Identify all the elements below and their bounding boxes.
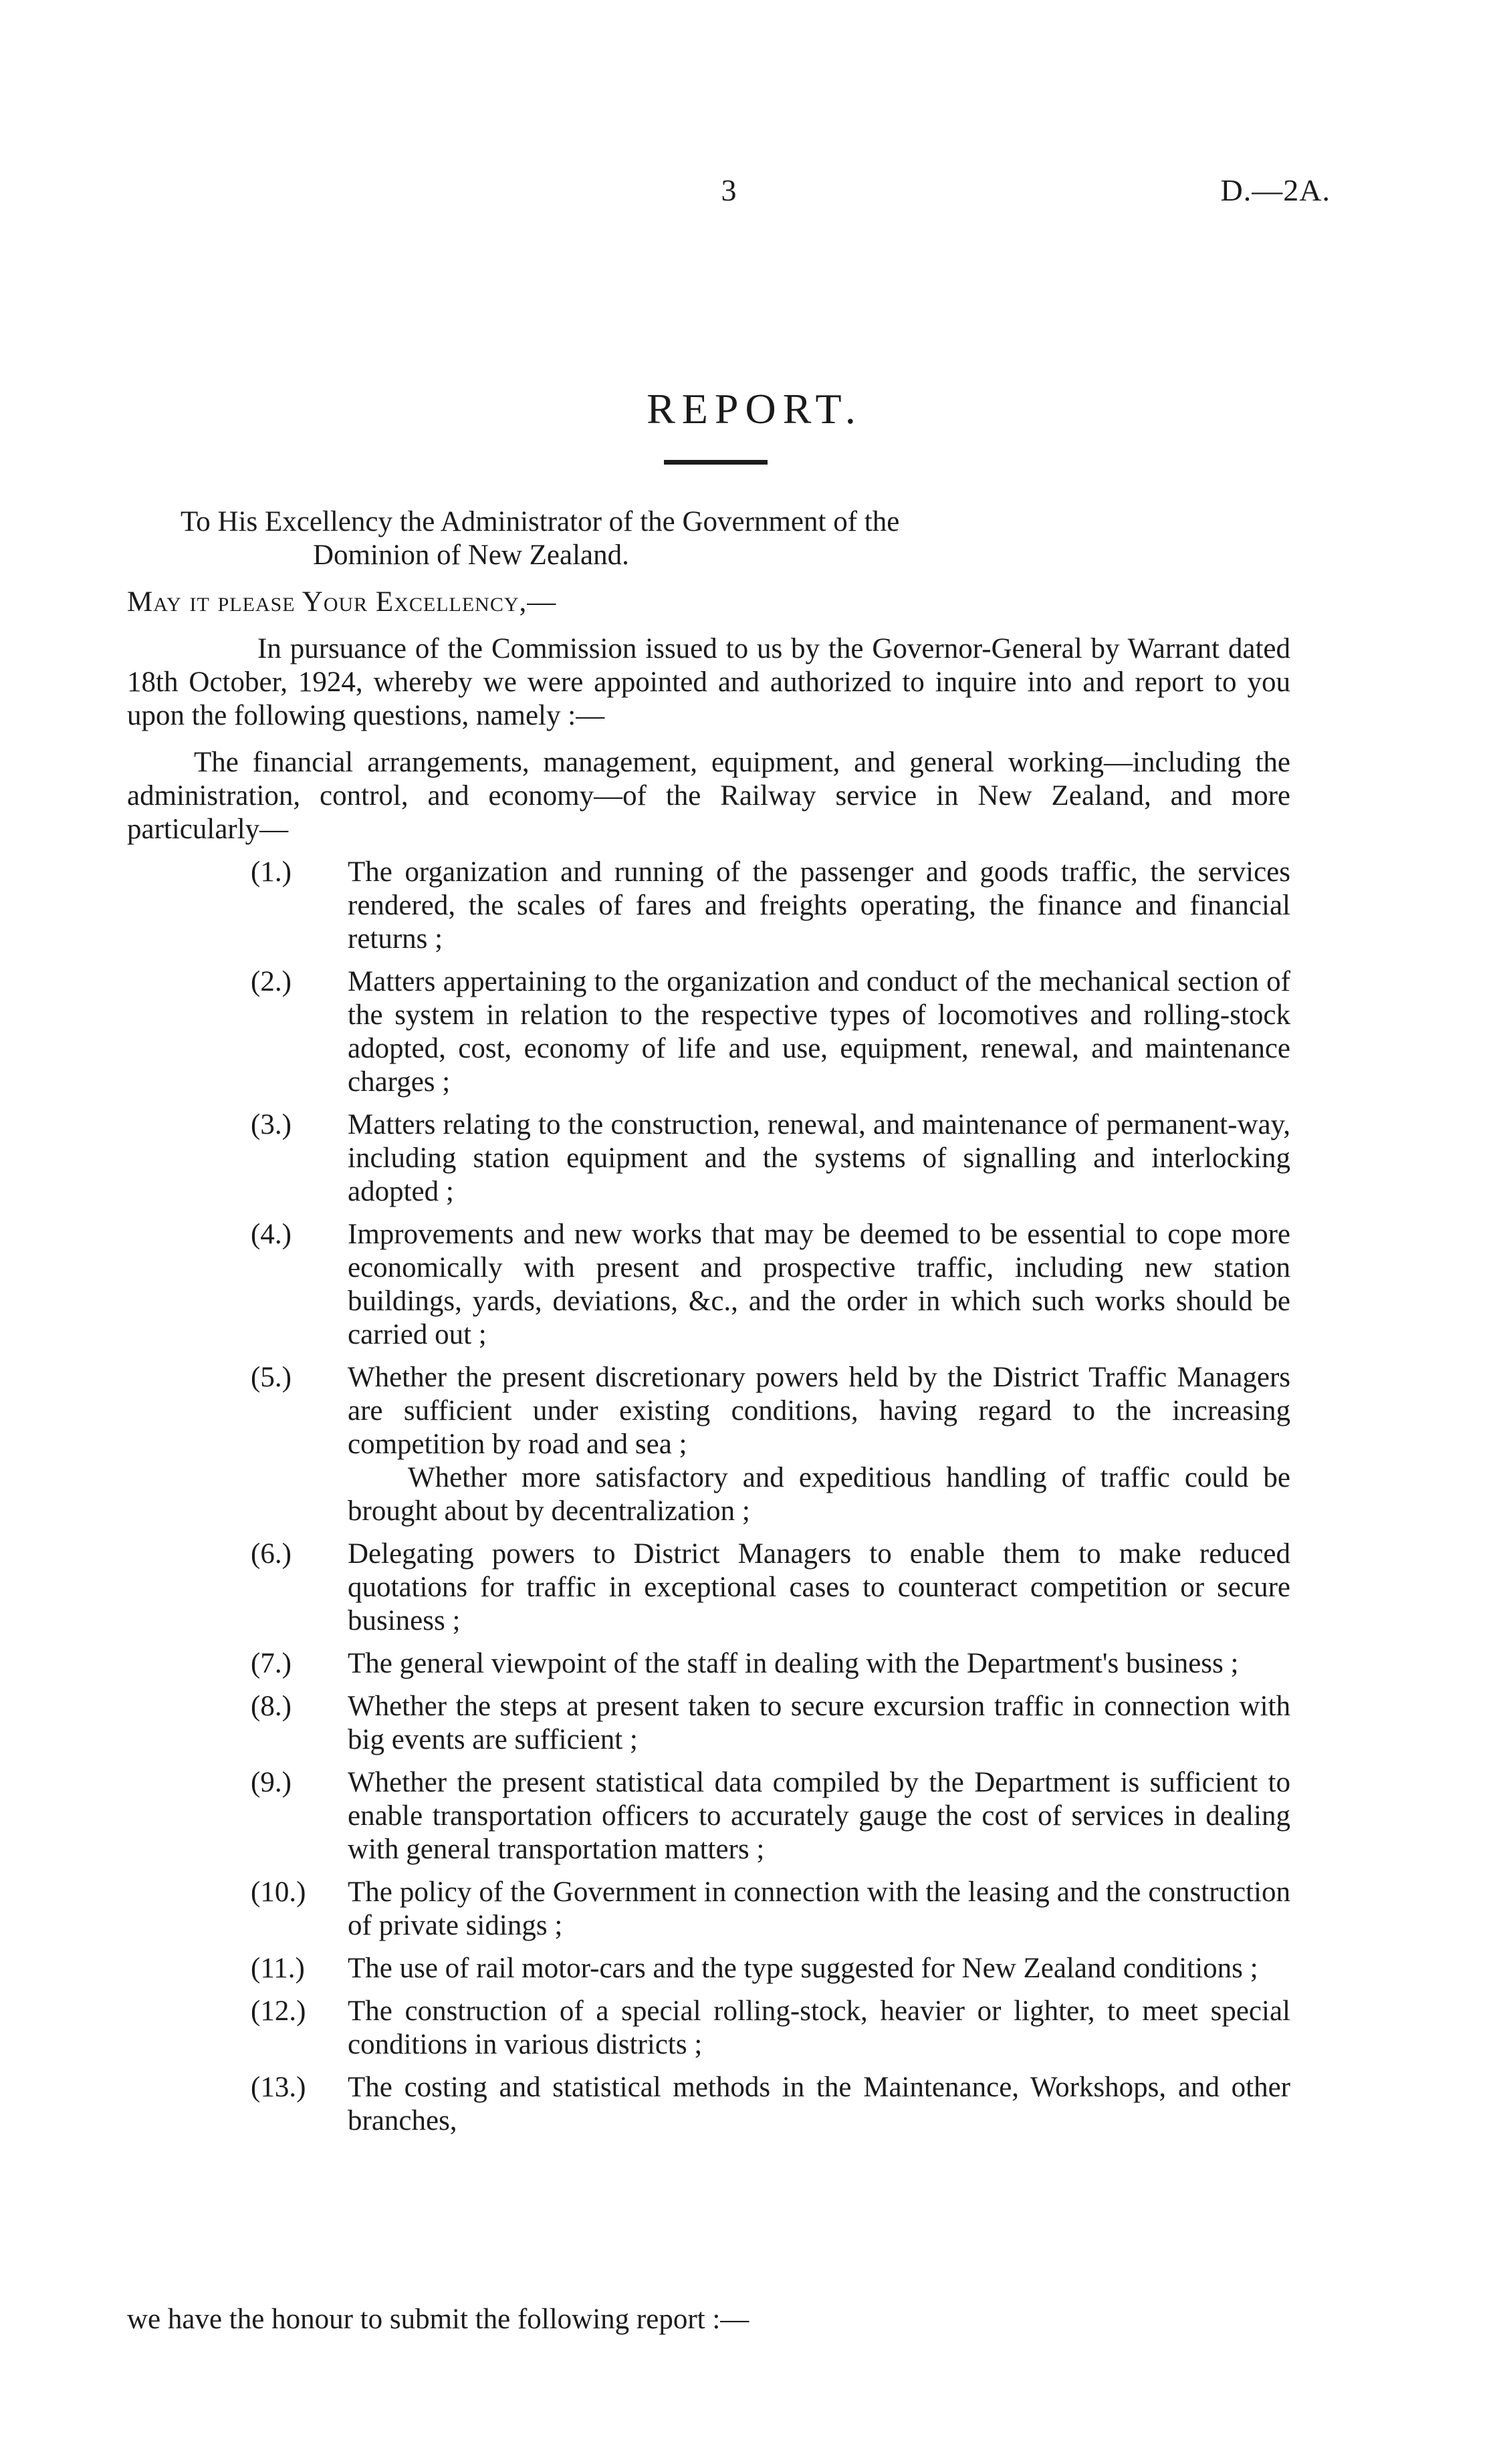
question-text: Delegating powers to District Managers to enable them to make reduced quotations for traffic in exceptional cases to counteract competition or secure business ; (348, 1538, 1290, 1636)
question-text: The construction of a special rolling-stock, heavier or lighter, to meet special conditions in various districts ; (348, 1995, 1290, 2060)
question-text: The use of rail motor-cars and the type suggested for New Zealand conditions ; (348, 1953, 1258, 1984)
questions-list (251, 856, 1290, 2147)
question-item (251, 1218, 1290, 1352)
question-number: (4.) (251, 1219, 292, 1250)
page-number: 3 (721, 173, 737, 207)
question-text: Whether the steps at present taken to secure excursion traffic in connection with big events are sufficient ; (348, 1691, 1290, 1755)
question-number: (5.) (251, 1362, 292, 1393)
question-number: (11.) (251, 1953, 305, 1984)
question-text: Matters appertaining to the organization and conduct of the mechanical section of the system in relation to the respective types of locomotives and rolling-stock adopted, cost, economy of life and use, equipment, renewal, and maintenance charges ; (348, 966, 1290, 1098)
question-text: The organization and running of the passenger and goods traffic, the services rendered, the scales of fares and freights operating, the finance and financial returns ; (348, 856, 1290, 955)
question-text: Whether the present statistical data compiled by the Department is sufficient to enable transportation officers to accurately gauge the cost of services in dealing with general transportation matters ; (348, 1767, 1290, 1865)
question-item (251, 856, 1290, 956)
question-text: Whether the present discretionary powers held by the District Traffic Managers are sufficient under existing conditions, having regard to the increasing competition by road and sea ; (348, 1362, 1290, 1460)
page-title: REPORT. (647, 385, 862, 433)
scope-paragraph: The financial arrangements, management, equipment, and general working—including the administration, control, and economy—of the Railway service in New Zealand, and more particularly— (127, 747, 1290, 845)
question-text: The general viewpoint of the staff in dealing with the Department's business ; (348, 1648, 1239, 1679)
question-item (251, 2071, 1290, 2138)
question-number: (6.) (251, 1538, 292, 1570)
question-item (251, 1876, 1290, 1943)
question-item (251, 1647, 1290, 1681)
question-item (251, 1690, 1290, 1757)
question-text: The policy of the Government in connection with the leasing and the construction of private sidings ; (348, 1876, 1290, 1941)
question-number: (1.) (251, 856, 292, 888)
question-item (251, 965, 1290, 1099)
question-number: (10.) (251, 1876, 306, 1908)
question-item (251, 1952, 1290, 1985)
question-number: (8.) (251, 1691, 292, 1722)
question-item (251, 1361, 1290, 1528)
question-text: Matters relating to the construction, renewal, and maintenance of permanent-way, including station equipment and the systems of signalling and interlocking adopted ; (348, 1109, 1290, 1207)
question-text: The costing and statistical methods in the Maintenance, Workshops, and other branches, (348, 2072, 1290, 2136)
question-subtext: Whether more satisfactory and expeditious handling of traffic could be brought about by decentralization ; (348, 1462, 1290, 1527)
question-item (251, 1537, 1290, 1638)
question-item (251, 1766, 1290, 1866)
question-item (251, 1995, 1290, 2062)
addressee (127, 505, 1290, 572)
question-number: (13.) (251, 2072, 306, 2103)
salutation: May it please Your Excellency,— (127, 586, 557, 618)
closing-line: we have the honour to submit the following report :— (127, 2304, 749, 2335)
document-reference: D.—2A. (1220, 173, 1331, 207)
question-number: (12.) (251, 1995, 306, 2027)
title-rule (664, 460, 768, 465)
addressee-line-1: To His Excellency the Administrator of the Government of the (181, 506, 900, 537)
question-number: (2.) (251, 966, 292, 997)
question-text: Improvements and new works that may be deemed to be essential to cope more economically with present and prospective traffic, including new station buildings, yards, deviations, &c., and the order in which such works should be carried out ; (348, 1219, 1290, 1350)
addressee-line-2: Dominion of New Zealand. (313, 539, 629, 571)
question-item (251, 1108, 1290, 1209)
question-number: (7.) (251, 1648, 292, 1679)
question-number: (3.) (251, 1109, 292, 1140)
question-number: (9.) (251, 1767, 292, 1798)
intro-paragraph: In pursuance of the Commission issued to us by the Governor-General by Warrant dated 18th October, 1924, whereby we were appointed and authorized to inquire into and report to you upon the following questions, namely :— (127, 633, 1290, 731)
